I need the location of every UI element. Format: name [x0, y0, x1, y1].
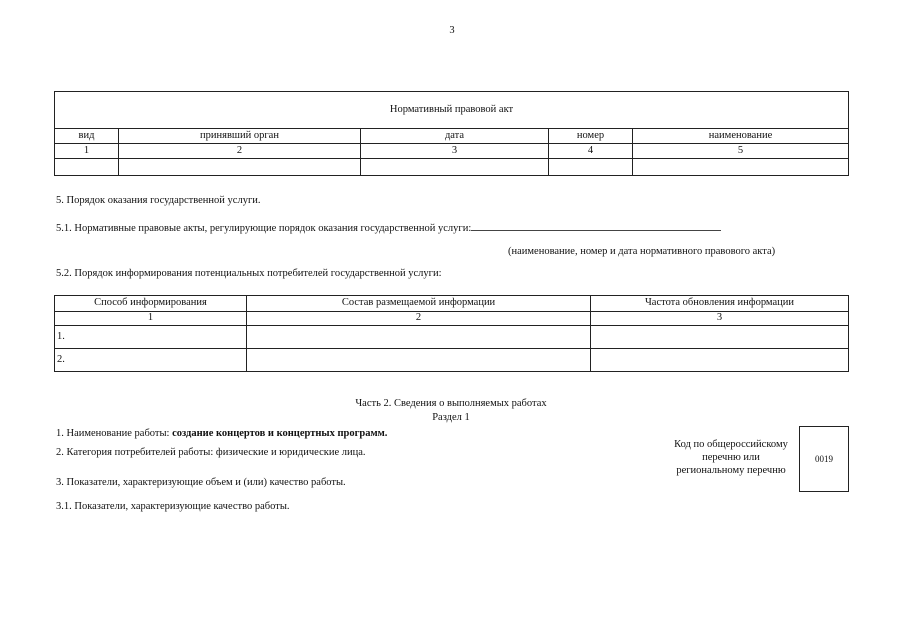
work-name-label: 1. Наименование работы:	[56, 428, 173, 439]
legal-act-table-title: Нормативный правовой акт	[55, 92, 849, 129]
quality-indicators-heading: 3.1. Показатели, характеризующие качество работы.	[56, 501, 290, 512]
section-5-title: 5. Порядок оказания государственной услуги.	[56, 195, 261, 206]
header-issuing-body: принявший орган	[119, 129, 361, 144]
information-table	[54, 295, 849, 372]
section-5-1	[56, 221, 721, 234]
table-cell	[247, 326, 591, 349]
blank-line	[471, 221, 721, 231]
table-cell	[361, 159, 549, 176]
row-label: 1.	[55, 326, 247, 349]
header-type: вид	[55, 129, 119, 144]
code-label-line: региональному перечню	[676, 465, 786, 477]
header-frequency: Частота обновления информации	[591, 296, 849, 312]
legal-act-table	[54, 91, 849, 176]
part-2-title: Часть 2. Сведения о выполняемых работах	[355, 398, 547, 409]
code-label-line: Код по общероссийскому	[674, 439, 788, 450]
consumer-category: 2. Категория потребителей работы: физические и юридические лица.	[56, 447, 366, 458]
column-number: 3	[591, 312, 849, 326]
column-number: 1	[55, 312, 247, 326]
table-cell	[119, 159, 361, 176]
code-label	[666, 438, 796, 477]
work-name	[56, 428, 387, 439]
column-number: 3	[361, 144, 549, 159]
table-cell	[591, 349, 849, 372]
section-5-1-note: (наименование, номер и дата нормативного правового акта)	[508, 246, 776, 257]
work-name-value: создание концертов и концертных программ.	[172, 428, 388, 439]
section-5-1-text: 5.1. Нормативные правовые акты, регулирующие порядок оказания государственной услуги:	[56, 223, 472, 234]
column-number: 4	[549, 144, 633, 159]
page-number: 3	[449, 25, 455, 36]
header-content: Состав размещаемой информации	[247, 296, 591, 312]
table-cell	[247, 349, 591, 372]
code-box	[799, 426, 849, 492]
table-cell	[591, 326, 849, 349]
row-label: 2.	[55, 349, 247, 372]
column-number: 2	[247, 312, 591, 326]
table-cell	[633, 159, 849, 176]
column-number: 2	[119, 144, 361, 159]
section-title: Раздел 1	[432, 412, 470, 423]
header-method: Способ информирования	[55, 296, 247, 312]
table-cell	[549, 159, 633, 176]
table-cell	[55, 159, 119, 176]
header-number: номер	[549, 129, 633, 144]
section-5-2: 5.2. Порядок информирования потенциальных потребителей государственной услуги:	[56, 268, 442, 279]
column-number: 1	[55, 144, 119, 159]
indicators-heading: 3. Показатели, характеризующие объем и (или) качество работы.	[56, 477, 346, 488]
column-number: 5	[633, 144, 849, 159]
header-name: наименование	[633, 129, 849, 144]
header-date: дата	[361, 129, 549, 144]
code-value: 0019	[815, 454, 833, 464]
code-label-line: перечню или	[702, 452, 760, 464]
